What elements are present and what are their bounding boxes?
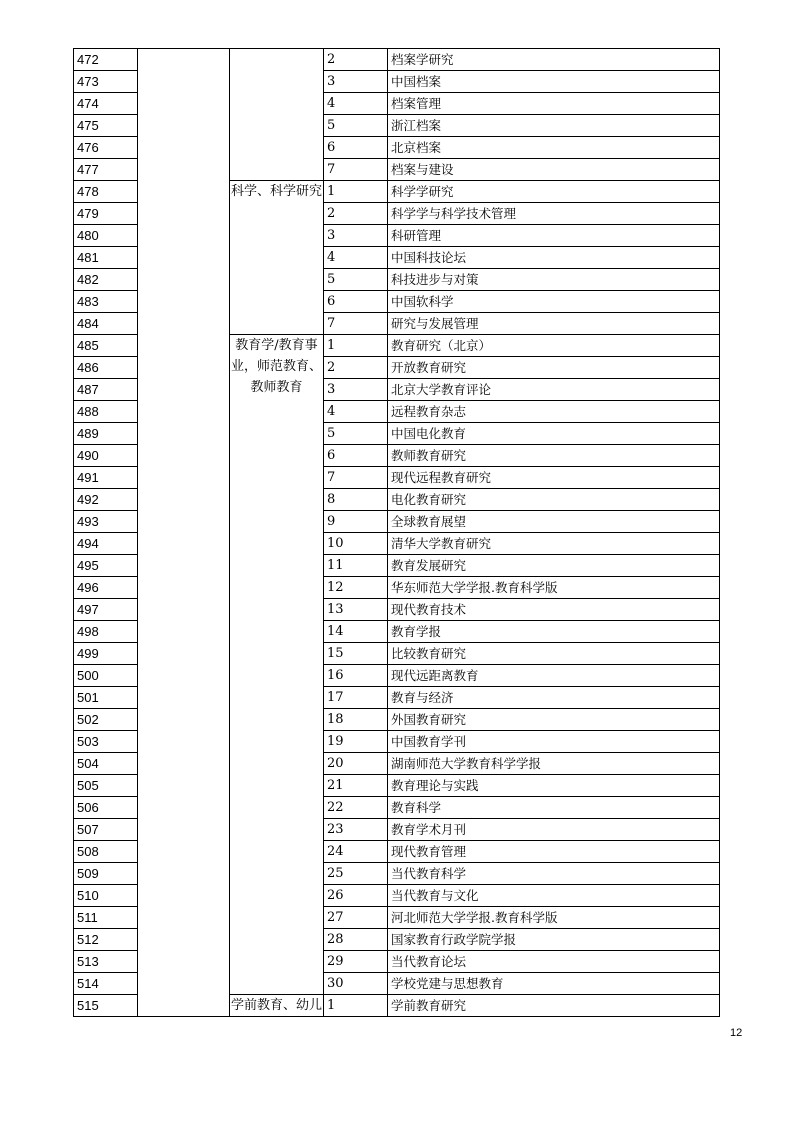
journal-title: 教育学报 (388, 621, 720, 643)
rank-in-category: 6 (324, 445, 388, 467)
rank-in-category: 7 (324, 159, 388, 181)
row-number: 506 (74, 797, 138, 819)
row-number: 490 (74, 445, 138, 467)
rank-in-category: 14 (324, 621, 388, 643)
row-number: 485 (74, 335, 138, 357)
journal-title: 远程教育杂志 (388, 401, 720, 423)
rank-in-category: 9 (324, 511, 388, 533)
page-number: 12 (730, 1027, 743, 1039)
rank-in-category: 18 (324, 709, 388, 731)
journal-title: 开放教育研究 (388, 357, 720, 379)
row-number: 487 (74, 379, 138, 401)
journal-title: 现代远程教育研究 (388, 467, 720, 489)
journal-title: 当代教育与文化 (388, 885, 720, 907)
journal-title: 中国教育学刊 (388, 731, 720, 753)
row-number: 492 (74, 489, 138, 511)
journal-table (73, 48, 720, 1017)
journal-title: 比较教育研究 (388, 643, 720, 665)
rank-in-category: 26 (324, 885, 388, 907)
rank-in-category: 7 (324, 313, 388, 335)
journal-title: 外国教育研究 (388, 709, 720, 731)
category-cell: 科学、科学研究 (230, 181, 324, 335)
row-number: 486 (74, 357, 138, 379)
rank-in-category: 5 (324, 423, 388, 445)
rank-in-category: 21 (324, 775, 388, 797)
journal-title: 湖南师范大学教育科学学报 (388, 753, 720, 775)
rank-in-category: 27 (324, 907, 388, 929)
rank-in-category: 23 (324, 819, 388, 841)
row-number: 515 (74, 995, 138, 1017)
rank-in-category: 3 (324, 225, 388, 247)
category-cell (230, 49, 324, 181)
journal-title: 研究与发展管理 (388, 313, 720, 335)
row-number: 478 (74, 181, 138, 203)
table-row (74, 49, 720, 71)
row-number: 482 (74, 269, 138, 291)
rank-in-category: 3 (324, 379, 388, 401)
journal-title: 当代教育论坛 (388, 951, 720, 973)
row-number: 474 (74, 93, 138, 115)
rank-in-category: 11 (324, 555, 388, 577)
rank-in-category: 30 (324, 973, 388, 995)
row-number: 489 (74, 423, 138, 445)
category-cell: 学前教育、幼儿 (230, 995, 324, 1017)
rank-in-category: 16 (324, 665, 388, 687)
row-number: 503 (74, 731, 138, 753)
rank-in-category: 2 (324, 203, 388, 225)
journal-title: 档案管理 (388, 93, 720, 115)
rank-in-category: 13 (324, 599, 388, 621)
rank-in-category: 4 (324, 401, 388, 423)
journal-title: 现代远距离教育 (388, 665, 720, 687)
row-number: 499 (74, 643, 138, 665)
row-number: 483 (74, 291, 138, 313)
row-number: 501 (74, 687, 138, 709)
journal-title: 教育与经济 (388, 687, 720, 709)
journal-table-body (74, 49, 720, 1017)
journal-title: 北京大学教育评论 (388, 379, 720, 401)
row-number: 475 (74, 115, 138, 137)
journal-title: 科学学与科学技术管理 (388, 203, 720, 225)
journal-title: 华东师范大学学报.教育科学版 (388, 577, 720, 599)
rank-in-category: 5 (324, 115, 388, 137)
rank-in-category: 12 (324, 577, 388, 599)
rank-in-category: 17 (324, 687, 388, 709)
journal-title: 国家教育行政学院学报 (388, 929, 720, 951)
rank-in-category: 20 (324, 753, 388, 775)
journal-title: 中国档案 (388, 71, 720, 93)
row-number: 477 (74, 159, 138, 181)
rank-in-category: 2 (324, 357, 388, 379)
rank-in-category: 28 (324, 929, 388, 951)
rank-in-category: 29 (324, 951, 388, 973)
rank-in-category: 22 (324, 797, 388, 819)
journal-title: 现代教育技术 (388, 599, 720, 621)
row-number: 479 (74, 203, 138, 225)
journal-title: 教育发展研究 (388, 555, 720, 577)
category-cell: 教育学/教育事业，师范教育、教师教育 (230, 335, 324, 995)
row-number: 511 (74, 907, 138, 929)
journal-title: 清华大学教育研究 (388, 533, 720, 555)
journal-title: 教育科学 (388, 797, 720, 819)
rank-in-category: 8 (324, 489, 388, 511)
row-number: 497 (74, 599, 138, 621)
row-number: 495 (74, 555, 138, 577)
row-number: 488 (74, 401, 138, 423)
rank-in-category: 6 (324, 137, 388, 159)
row-number: 509 (74, 863, 138, 885)
journal-title: 教育研究（北京） (388, 335, 720, 357)
rank-in-category: 4 (324, 93, 388, 115)
journal-title: 档案与建设 (388, 159, 720, 181)
rank-in-category: 4 (324, 247, 388, 269)
row-number: 502 (74, 709, 138, 731)
row-number: 493 (74, 511, 138, 533)
rank-in-category: 24 (324, 841, 388, 863)
rank-in-category: 1 (324, 335, 388, 357)
journal-title: 当代教育科学 (388, 863, 720, 885)
row-number: 514 (74, 973, 138, 995)
journal-title: 教育理论与实践 (388, 775, 720, 797)
discipline-cell (138, 49, 230, 1017)
row-number: 481 (74, 247, 138, 269)
journal-title: 电化教育研究 (388, 489, 720, 511)
rank-in-category: 25 (324, 863, 388, 885)
row-number: 508 (74, 841, 138, 863)
journal-title: 全球教育展望 (388, 511, 720, 533)
row-number: 500 (74, 665, 138, 687)
row-number: 512 (74, 929, 138, 951)
row-number: 505 (74, 775, 138, 797)
rank-in-category: 1 (324, 995, 388, 1017)
journal-title: 教育学术月刊 (388, 819, 720, 841)
rank-in-category: 1 (324, 181, 388, 203)
row-number: 513 (74, 951, 138, 973)
row-number: 507 (74, 819, 138, 841)
rank-in-category: 3 (324, 71, 388, 93)
row-number: 472 (74, 49, 138, 71)
journal-title: 科研管理 (388, 225, 720, 247)
rank-in-category: 6 (324, 291, 388, 313)
journal-title: 现代教育管理 (388, 841, 720, 863)
journal-title: 北京档案 (388, 137, 720, 159)
rank-in-category: 5 (324, 269, 388, 291)
journal-title: 学前教育研究 (388, 995, 720, 1017)
journal-title: 中国电化教育 (388, 423, 720, 445)
rank-in-category: 10 (324, 533, 388, 555)
journal-title: 档案学研究 (388, 49, 720, 71)
row-number: 496 (74, 577, 138, 599)
row-number: 491 (74, 467, 138, 489)
row-number: 504 (74, 753, 138, 775)
journal-title: 中国科技论坛 (388, 247, 720, 269)
row-number: 510 (74, 885, 138, 907)
row-number: 480 (74, 225, 138, 247)
rank-in-category: 19 (324, 731, 388, 753)
row-number: 473 (74, 71, 138, 93)
journal-title: 学校党建与思想教育 (388, 973, 720, 995)
rank-in-category: 2 (324, 49, 388, 71)
journal-title: 中国软科学 (388, 291, 720, 313)
journal-title: 河北师范大学学报.教育科学版 (388, 907, 720, 929)
journal-title: 浙江档案 (388, 115, 720, 137)
rank-in-category: 7 (324, 467, 388, 489)
row-number: 484 (74, 313, 138, 335)
journal-title: 科技进步与对策 (388, 269, 720, 291)
rank-in-category: 15 (324, 643, 388, 665)
row-number: 498 (74, 621, 138, 643)
row-number: 476 (74, 137, 138, 159)
journal-title: 科学学研究 (388, 181, 720, 203)
journal-title: 教师教育研究 (388, 445, 720, 467)
row-number: 494 (74, 533, 138, 555)
